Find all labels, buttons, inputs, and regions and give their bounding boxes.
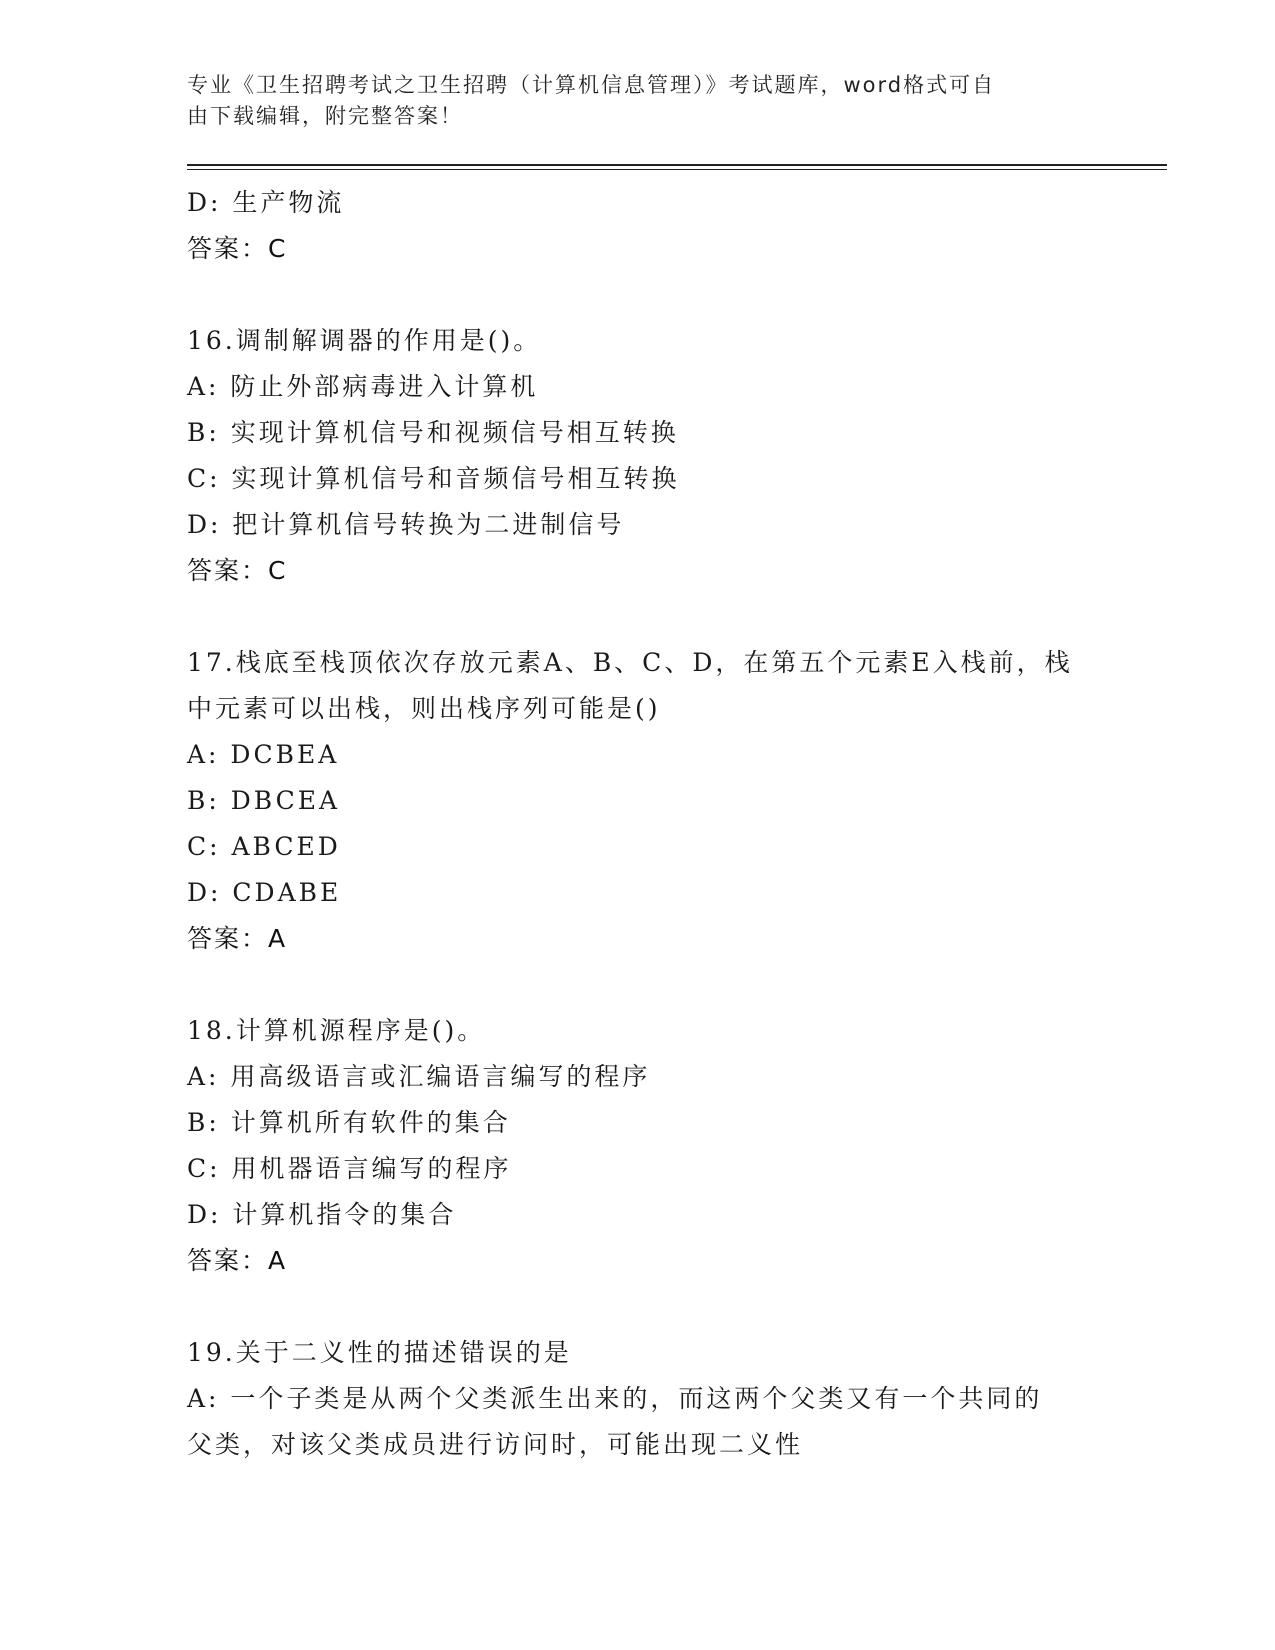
option-d: D: 计算机指令的集合: [187, 1200, 457, 1229]
option-b: B: 计算机所有软件的集合: [187, 1108, 511, 1137]
header-divider: [187, 164, 1167, 170]
answer-label: 答案：C: [187, 556, 288, 585]
spacer: [187, 272, 1167, 318]
question-18: [187, 1008, 1167, 1284]
header-title-line-1: 专业《卫生招聘考试之卫生招聘（计算机信息管理）》考试题库，word格式可自: [187, 73, 996, 97]
spacer: [187, 594, 1167, 640]
option-d: D: 生产物流: [187, 188, 345, 217]
answer-label: 答案：A: [187, 1246, 288, 1275]
option-d: D: CDABE: [187, 878, 342, 907]
option-c: C: 实现计算机信号和音频信号相互转换: [187, 464, 680, 493]
option-a: A: DCBEA: [187, 740, 340, 769]
option-d: D: 把计算机信号转换为二进制信号: [187, 510, 625, 539]
question-17: [187, 640, 1167, 962]
option-b: B: DBCEA: [187, 786, 341, 815]
question-stem: 19.关于二义性的描述错误的是: [187, 1338, 572, 1367]
option-a: A: 防止外部病毒进入计算机: [187, 372, 539, 401]
answer-label: 答案：A: [187, 924, 288, 953]
question-list: [187, 180, 1167, 1468]
header-title-line-2: 由下载编辑，附完整答案！: [187, 104, 463, 128]
option-a-line-1: A: 一个子类是从两个父类派生出来的，而这两个父类又有一个共同的: [187, 1384, 1043, 1413]
document-page: [187, 70, 1167, 1468]
question-15-tail: [187, 180, 1167, 272]
question-stem-line-1: 17.栈底至栈顶依次存放元素A、B、C、D，在第五个元素E入栈前，栈: [187, 648, 1073, 677]
question-stem: 18.计算机源程序是()。: [187, 1016, 486, 1045]
question-19: [187, 1330, 1167, 1468]
option-a-line-2: 父类，对该父类成员进行访问时，可能出现二义性: [187, 1430, 804, 1459]
question-stem: 16.调制解调器的作用是()。: [187, 326, 542, 355]
question-16: [187, 318, 1167, 594]
document-header: [187, 70, 1167, 132]
option-b: B: 实现计算机信号和视频信号相互转换: [187, 418, 679, 447]
spacer: [187, 962, 1167, 1008]
answer-label: 答案：C: [187, 234, 288, 263]
option-c: C: ABCED: [187, 832, 341, 861]
question-stem-line-2: 中元素可以出栈，则出栈序列可能是(): [187, 694, 661, 723]
option-a: A: 用高级语言或汇编语言编写的程序: [187, 1062, 651, 1091]
spacer: [187, 1284, 1167, 1330]
option-c: C: 用机器语言编写的程序: [187, 1154, 512, 1183]
